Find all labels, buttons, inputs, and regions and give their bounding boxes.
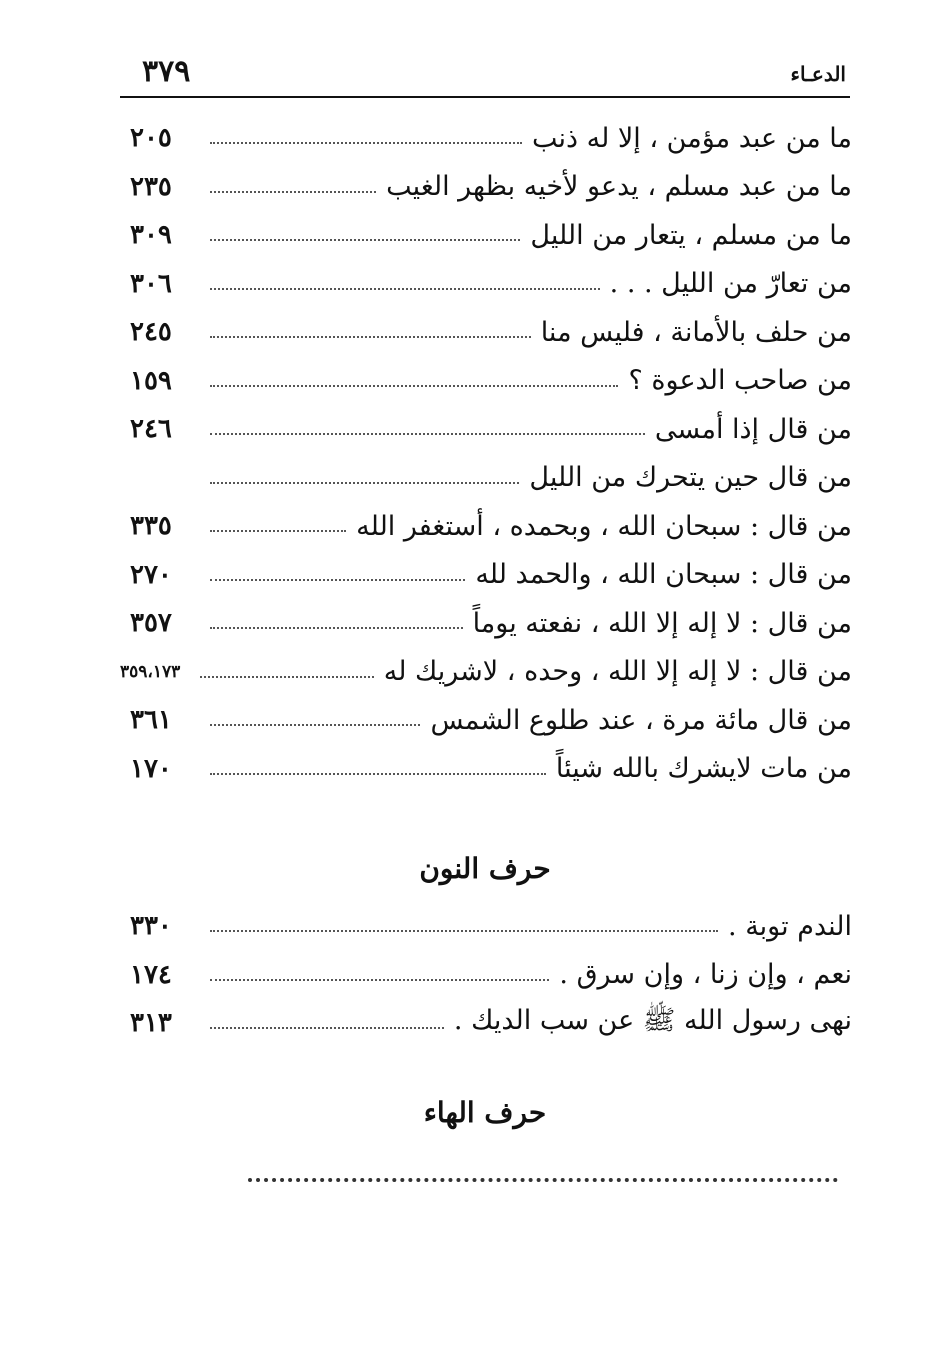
entry-page: ٣٣٥: [130, 511, 172, 542]
index-entry: [120, 357, 852, 406]
dotted-leader: [210, 142, 522, 144]
dotted-leader: [210, 579, 465, 581]
dotted-leader: [210, 433, 645, 435]
index-entry: [120, 454, 852, 503]
entry-text: الندم توبة .: [728, 910, 852, 942]
entry-text: نعم ، وإن زنا ، وإن سرق .: [559, 959, 852, 991]
index-entry: [120, 599, 852, 648]
dotted-leader: [210, 773, 546, 775]
entry-text: من قال : لا إله إلا الله ، نفعته يوماً: [472, 607, 852, 639]
index-entry: [120, 308, 852, 357]
page-header: [120, 52, 850, 98]
dotted-leader: [200, 676, 374, 678]
entry-page: ٢٤٦: [130, 414, 172, 445]
dotted-leader: [210, 239, 520, 241]
entry-text: من حلف بالأمانة ، فليس منا: [540, 316, 852, 348]
entry-text: ما من عبد مسلم ، يدعو لأخيه بظهر الغيب: [386, 171, 852, 203]
index-entry: [120, 163, 852, 212]
index-entry: [120, 648, 852, 697]
dotted-leader: [210, 336, 531, 338]
entry-text: ما من عبد مؤمن ، إلا له ذنب: [531, 122, 852, 154]
entry-text: من قال إذا أمسى: [654, 413, 852, 445]
section-heading-nun: حرف النون: [419, 852, 551, 885]
entry-page: ٢٣٥: [130, 171, 172, 202]
index-entry: [120, 405, 852, 454]
running-title: الدعـاء: [790, 62, 846, 86]
dotted-leader: [210, 482, 519, 484]
entry-page: ٢٤٥: [130, 317, 172, 348]
entry-text: من صاحب الدعوة ؟: [628, 365, 852, 397]
entry-page: ٢٠٥: [130, 123, 172, 154]
dotted-leader: [210, 979, 549, 981]
empty-section-dots: [248, 1178, 838, 1182]
index-entry: [120, 502, 852, 551]
entry-page: ١٧٠: [130, 753, 172, 784]
entry-page: ٣٣٠: [130, 911, 172, 942]
entry-page: ٣١٣: [130, 1008, 172, 1039]
dotted-leader: [210, 191, 376, 193]
entry-page: ١٧٤: [130, 959, 172, 990]
index-entry: [120, 696, 852, 745]
entry-text: نهى رسول الله ﷺ عن سب الديك .: [453, 1005, 852, 1037]
entry-text: من قال : لا إله إلا الله ، وحده ، لاشريك له: [383, 656, 852, 688]
entry-page: ٢٧٠: [130, 559, 172, 590]
entry-page: ٣٦١: [130, 705, 172, 736]
index-entry: [120, 999, 852, 1048]
dotted-leader: [210, 288, 600, 290]
index-entries-meem: [120, 114, 852, 793]
index-entry: [120, 745, 852, 794]
index-entry: [120, 551, 852, 600]
dotted-leader: [210, 930, 718, 932]
index-entries-nun: [120, 902, 852, 1048]
dotted-leader: [210, 627, 463, 629]
entry-text: من قال مائة مرة ، عند طلوع الشمس: [430, 704, 852, 736]
entry-text: من قال حين يتحرك من الليل: [529, 462, 852, 494]
entry-text: من تعارّ من الليل . . .: [609, 268, 852, 300]
section-heading-ha: حرف الهاء: [423, 1096, 547, 1129]
entry-text: من قال : سبحان الله ، وبحمده ، أستغفر الله: [356, 510, 852, 542]
entry-page: ١٥٩: [130, 365, 172, 396]
index-entry: [120, 211, 852, 260]
entry-page: ٣٠٩: [130, 220, 172, 251]
index-entry: [120, 114, 852, 163]
page-number: ٣٧٩: [142, 54, 191, 89]
dotted-leader: [210, 724, 420, 726]
index-entry: [120, 951, 852, 1000]
dotted-leader: [210, 385, 618, 387]
entry-text: ما من مسلم ، يتعار من الليل: [530, 219, 852, 251]
index-entry: [120, 260, 852, 309]
entry-text: من مات لايشرك بالله شيئاً: [555, 753, 852, 785]
dotted-leader: [210, 530, 346, 532]
entry-text: من قال : سبحان الله ، والحمد لله: [475, 559, 852, 591]
entry-page: ٣٠٦: [130, 268, 172, 299]
dotted-leader: [210, 1027, 444, 1029]
entry-page: ٣٥٧: [130, 608, 172, 639]
index-entry: [120, 902, 852, 951]
entry-page: ٣٥٩،١٧٣: [120, 661, 181, 682]
